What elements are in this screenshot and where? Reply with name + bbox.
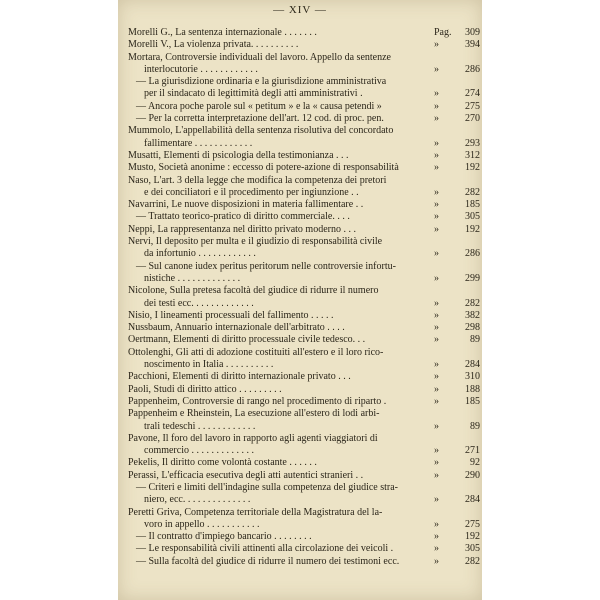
page-reference xyxy=(430,457,480,469)
page-reference xyxy=(430,322,480,334)
index-entry xyxy=(128,52,480,77)
index-entry-text: — Ancora poche parole sul « petitum » e la « causa petendi » xyxy=(136,100,382,112)
index-entry xyxy=(128,224,480,236)
page-mark: » xyxy=(434,494,439,506)
page-mark: » xyxy=(434,186,439,198)
page-mark: » xyxy=(434,445,439,457)
page-reference xyxy=(430,298,480,310)
page-reference xyxy=(430,248,480,260)
page-number: 192 xyxy=(465,531,480,543)
index-entry xyxy=(128,457,480,469)
page-number: 286 xyxy=(465,248,480,260)
index-entry xyxy=(128,543,480,555)
index-entry-text: Pappenheim e Rheinstein, La esecuzione all'estero di lodi arbi- xyxy=(128,408,380,420)
page-number: 275 xyxy=(465,100,480,112)
page-mark: » xyxy=(434,531,439,543)
page-reference xyxy=(430,162,480,174)
index-entry-text: Pekelis, Il diritto come volontà costante . . . . . . xyxy=(128,457,317,469)
index-entry xyxy=(128,347,480,372)
page-mark: » xyxy=(434,100,439,112)
page-number: 275 xyxy=(465,518,480,530)
page-mark: » xyxy=(434,371,439,383)
page-reference xyxy=(430,519,480,531)
index-entry xyxy=(128,261,480,286)
page-mark: » xyxy=(434,223,439,235)
page-number: 282 xyxy=(465,555,480,567)
page-reference xyxy=(430,64,480,76)
index-entry xyxy=(128,285,480,310)
index-entry-text: — Le responsabilità civili attinenti alla circolazione dei veicoli . xyxy=(136,543,394,555)
page-reference xyxy=(430,187,480,199)
page-reference xyxy=(430,101,480,113)
page-mark: » xyxy=(434,309,439,321)
index-entry xyxy=(128,556,480,568)
index-entry-text: Pappenheim, Controversie di rango nel procedimento di riparto . xyxy=(128,395,387,407)
page-number: 192 xyxy=(465,162,480,174)
page-mark: » xyxy=(434,359,439,371)
index-entry-text: Naso, L'art. 3 della legge che modifica la competenza dei pretori xyxy=(128,174,387,186)
index-entry-text: niero, ecc. . . . . . . . . . . . . . xyxy=(144,494,251,506)
page-mark: » xyxy=(434,518,439,530)
page-reference xyxy=(430,359,480,371)
index-entry-text: trali tedeschi . . . . . . . . . . . . xyxy=(144,420,256,432)
index-entry-text: Paoli, Studi di diritto attico . . . . . . . . . xyxy=(128,383,282,395)
page-number: 305 xyxy=(465,211,480,223)
page-number: 92 xyxy=(470,457,480,469)
index-entry-text: Mortara, Controversie individuali del lavoro. Appello da sentenze xyxy=(128,51,391,63)
book-page xyxy=(118,0,482,600)
index-entry-text: Morelli V., La violenza privata. . . . . . . . . . xyxy=(128,39,299,51)
index-entry xyxy=(128,27,480,39)
page-number: 284 xyxy=(465,359,480,371)
index-entry-text: Nussbaum, Annuario internazionale dell'arbitrato . . . . xyxy=(128,322,345,334)
index-entry-text: Musatti, Elementi di psicologia della testimonianza . . . xyxy=(128,149,349,161)
index-entry xyxy=(128,396,480,408)
index-entry xyxy=(128,199,480,211)
index-entry-text: Neppi, La rappresentanza nel diritto privato moderno . . . xyxy=(128,223,356,235)
index-entry-text: dei testi ecc. . . . . . . . . . . . . xyxy=(144,297,254,309)
page-number: 312 xyxy=(465,149,480,161)
index-entry xyxy=(128,408,480,433)
page-number: 185 xyxy=(465,395,480,407)
index-entry xyxy=(128,236,480,261)
page-number: 282 xyxy=(465,297,480,309)
page-number: 382 xyxy=(465,309,480,321)
page-reference xyxy=(430,396,480,408)
page-mark: » xyxy=(434,149,439,161)
page-number: 286 xyxy=(465,63,480,75)
page-reference xyxy=(430,470,480,482)
page-reference xyxy=(430,445,480,457)
index-entry-text: Navarrini, Le nuove disposizioni in materia fallimentare . . xyxy=(128,199,364,211)
page-mark: » xyxy=(434,137,439,149)
index-entry-text: — Trattato teorico-pratico di diritto commerciale. . . . xyxy=(136,211,350,223)
page-number: 284 xyxy=(465,494,480,506)
page-mark: » xyxy=(434,39,439,51)
page-reference xyxy=(430,273,480,285)
index-entry xyxy=(128,150,480,162)
page-reference xyxy=(430,384,480,396)
page-mark: » xyxy=(434,555,439,567)
index-entry-text: da infortunio . . . . . . . . . . . . xyxy=(144,248,256,260)
page-reference xyxy=(430,224,480,236)
page-reference xyxy=(430,88,480,100)
page-reference xyxy=(430,334,480,346)
page-number: 298 xyxy=(465,322,480,334)
index-entry xyxy=(128,310,480,322)
index-entry xyxy=(128,482,480,507)
page-reference xyxy=(430,39,480,51)
page-reference xyxy=(430,211,480,223)
index-list xyxy=(128,27,480,568)
index-entry xyxy=(128,162,480,174)
index-entry-text: — Il contratto d'impiego bancario . . . . . . . . xyxy=(136,531,312,543)
page-number: 89 xyxy=(470,334,480,346)
index-entry-text: Pavone, Il foro del lavoro in rapporto agli agenti viaggiatori di xyxy=(128,432,378,444)
index-entry-text: noscimento in Italia . . . . . . . . . . xyxy=(144,359,274,371)
page-mark: » xyxy=(434,162,439,174)
page-number: 293 xyxy=(465,137,480,149)
page-number: 185 xyxy=(465,199,480,211)
index-entry-text: — La giurisdizione ordinaria e la giurisdizione amministrativa xyxy=(136,76,387,88)
page-reference xyxy=(430,150,480,162)
page-number: 290 xyxy=(465,469,480,481)
index-entry xyxy=(128,76,480,101)
index-entry xyxy=(128,322,480,334)
page-number: 282 xyxy=(465,186,480,198)
page-mark: » xyxy=(434,211,439,223)
index-entry xyxy=(128,334,480,346)
page-reference xyxy=(430,494,480,506)
page-mark: » xyxy=(434,272,439,284)
index-entry-text: Nervi, Il deposito per multa e il giudizio di responsabilità civile xyxy=(128,236,383,248)
index-entry-text: — Criteri e limiti dell'indagine sulla competenza del giudice stra- xyxy=(136,481,398,493)
page-reference xyxy=(430,531,480,543)
page-reference xyxy=(430,421,480,433)
index-entry xyxy=(128,125,480,150)
page-mark: » xyxy=(434,88,439,100)
index-entry-text: — Sulla facoltà del giudice di ridurre il numero dei testimoni ecc. xyxy=(136,555,400,567)
index-entry xyxy=(128,470,480,482)
page-reference xyxy=(430,310,480,322)
page-reference xyxy=(430,543,480,555)
index-entry-text: — Sul canone iudex peritus peritorum nelle controversie infortu- xyxy=(136,260,396,272)
page-number: 310 xyxy=(465,371,480,383)
index-entry xyxy=(128,175,480,200)
page-number: 299 xyxy=(465,272,480,284)
index-entry xyxy=(128,433,480,458)
page-number: 271 xyxy=(465,445,480,457)
page-number: 274 xyxy=(465,88,480,100)
index-entry xyxy=(128,371,480,383)
index-entry xyxy=(128,101,480,113)
page-mark: Pag. xyxy=(434,27,452,38)
index-entry-text: Oertmann, Elementi di diritto processuale civile tedesco. . . xyxy=(128,334,366,346)
page-mark: » xyxy=(434,383,439,395)
page-mark: » xyxy=(434,199,439,211)
index-entry-text: fallimentare . . . . . . . . . . . . xyxy=(144,137,253,149)
page-number: 270 xyxy=(465,113,480,125)
page-mark: » xyxy=(434,63,439,75)
page-number: 305 xyxy=(465,543,480,555)
page-reference xyxy=(430,27,480,39)
page-mark: » xyxy=(434,322,439,334)
index-entry-text: Nisio, I lineamenti processuali del fallimento . . . . . xyxy=(128,309,334,321)
index-entry-text: Mummolo, L'appellabilità della sentenza risolutiva del concordato xyxy=(128,125,394,137)
page-number: 309 xyxy=(465,27,480,38)
index-entry-text: per il sindacato di legittimità degli atti amministrativi . xyxy=(144,88,363,100)
index-entry-text: interlocutorie . . . . . . . . . . . . xyxy=(144,63,258,75)
index-entry-text: nistiche . . . . . . . . . . . . . xyxy=(144,272,241,284)
index-entry xyxy=(128,507,480,532)
page-number: 192 xyxy=(465,223,480,235)
index-entry xyxy=(128,531,480,543)
index-entry-text: — Per la corretta interpretazione dell'art. 12 cod. di proc. pen. xyxy=(136,113,384,125)
index-entry-text: Perassi, L'efficacia esecutiva degli atti autentici stranieri . . xyxy=(128,469,364,481)
page-mark: » xyxy=(434,543,439,555)
index-entry xyxy=(128,113,480,125)
index-entry-text: voro in appello . . . . . . . . . . . xyxy=(144,518,260,530)
index-entry-text: Pacchioni, Elementi di diritto internazionale privato . . . xyxy=(128,371,351,383)
index-entry-text: Peretti Griva, Competenza territoriale della Magistratura del la- xyxy=(128,506,383,518)
page-mark: » xyxy=(434,469,439,481)
page-number: 89 xyxy=(470,420,480,432)
page-mark: » xyxy=(434,395,439,407)
index-entry-text: Nicolone, Sulla pretesa facoltà del giudice di ridurre il numero xyxy=(128,285,379,297)
page-number: 188 xyxy=(465,383,480,395)
index-entry xyxy=(128,39,480,51)
index-entry-text: e dei conciliatori e il procedimento per ingiunzione . . xyxy=(144,186,359,198)
page-reference xyxy=(430,199,480,211)
index-entry-text: Musto, Società anonime : eccesso di potere-azione di responsabilità xyxy=(128,162,399,174)
page-header: — XIV — xyxy=(273,4,327,16)
page-reference xyxy=(430,138,480,150)
page-mark: » xyxy=(434,113,439,125)
page-mark: » xyxy=(434,297,439,309)
index-entry xyxy=(128,211,480,223)
page-mark: » xyxy=(434,248,439,260)
page-reference xyxy=(430,371,480,383)
page-mark: » xyxy=(434,420,439,432)
index-entry-text: Ottolenghi, Gli atti di adozione costituiti all'estero e il loro rico- xyxy=(128,346,384,358)
index-entry xyxy=(128,384,480,396)
page-mark: » xyxy=(434,334,439,346)
index-entry-text: Morelli G., La sentenza internazionale . . . . . . . xyxy=(128,27,317,38)
page-number: 394 xyxy=(465,39,480,51)
index-entry-text: commercio . . . . . . . . . . . . . xyxy=(144,445,254,457)
page-mark: » xyxy=(434,457,439,469)
page-reference xyxy=(430,113,480,125)
page-reference xyxy=(430,556,480,568)
